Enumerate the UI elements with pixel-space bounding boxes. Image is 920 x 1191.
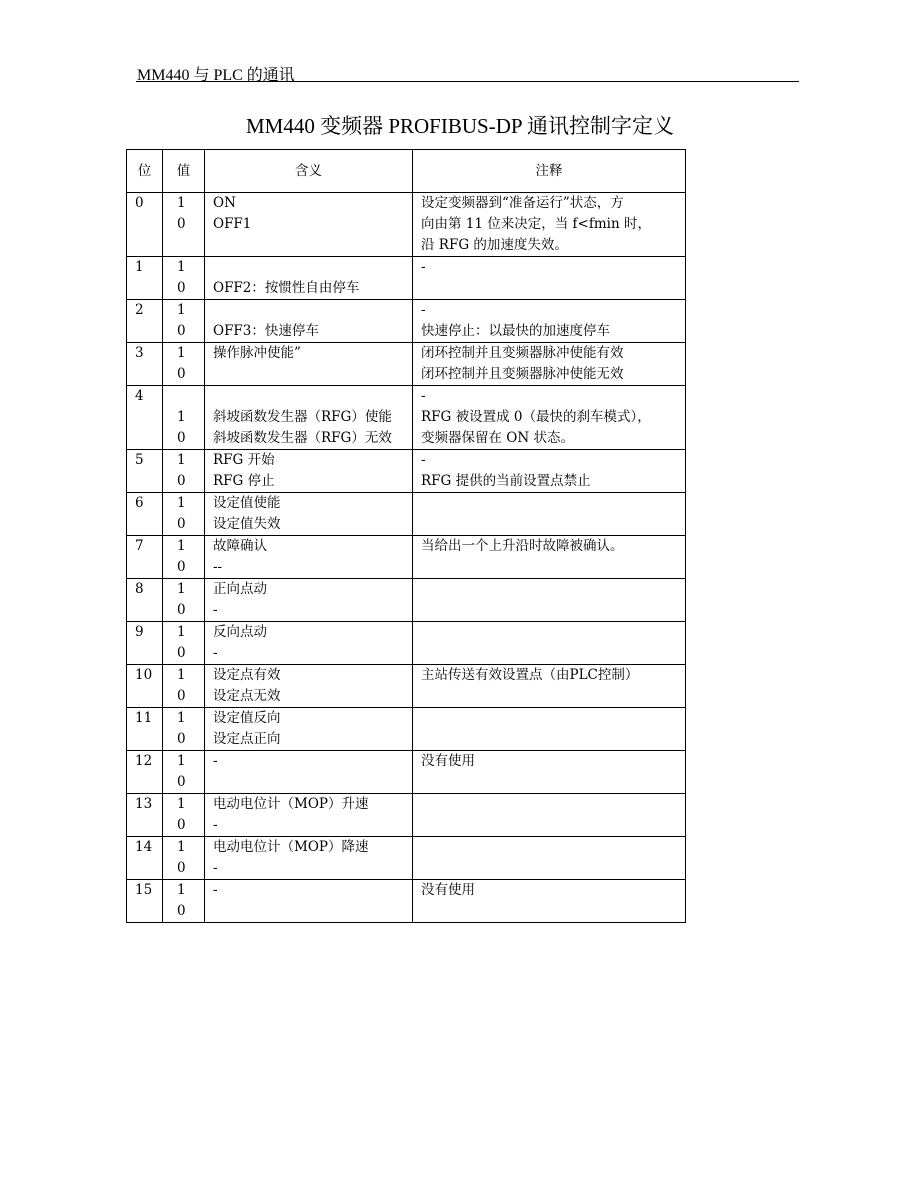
meaning-cell xyxy=(205,794,413,837)
value-line: 0 xyxy=(177,559,186,575)
meaning-line: - xyxy=(213,860,218,876)
note-line: - xyxy=(421,302,426,318)
table-row xyxy=(127,343,686,386)
note-line: - xyxy=(421,452,426,468)
meaning-cell xyxy=(205,622,413,665)
table-row xyxy=(127,665,686,708)
meaning-line: OFF3：快速停车 xyxy=(213,323,319,339)
note-line xyxy=(421,794,685,815)
meaning-cell xyxy=(205,343,413,386)
value-line: 1 xyxy=(177,259,186,275)
value-cell xyxy=(163,579,205,622)
document-title: MM440 变频器 PROFIBUS-DP 通讯控制字定义 xyxy=(245,114,675,138)
meaning-cell xyxy=(205,708,413,751)
header-rule xyxy=(136,81,799,82)
note-line: 快速停止：以最快的加速度停车 xyxy=(421,323,610,339)
meaning-cell xyxy=(205,386,413,450)
note-cell xyxy=(413,622,686,665)
note-cell xyxy=(413,450,686,493)
meaning-line: OFF2：按惯性自由停车 xyxy=(213,280,360,296)
note-cell xyxy=(413,880,686,923)
bit-number: 14 xyxy=(135,839,153,855)
bit-number: 15 xyxy=(135,882,153,898)
value-line: 1 xyxy=(177,538,186,554)
bit-number: 10 xyxy=(135,667,153,683)
value-cell xyxy=(163,708,205,751)
bit-cell xyxy=(127,193,163,257)
value-line: 1 xyxy=(177,345,186,361)
value-cell xyxy=(163,257,205,300)
note-line: - xyxy=(421,388,426,404)
bit-number: 6 xyxy=(135,495,144,511)
meaning-cell xyxy=(205,751,413,794)
bit-number: 1 xyxy=(135,259,144,275)
note-line xyxy=(421,686,685,707)
meaning-line xyxy=(213,300,412,321)
note-line xyxy=(421,858,685,879)
note-line: 变频器保留在 ON 状态。 xyxy=(421,430,574,446)
meaning-line: ON xyxy=(213,195,236,211)
table-row xyxy=(127,579,686,622)
value-line: 1 xyxy=(177,409,186,425)
note-line: 闭环控制并且变频器脉冲使能无效 xyxy=(421,366,624,382)
note-line: 向由第 11 位来决定，当 f<fmin 时， xyxy=(421,216,651,232)
meaning-line: 斜坡函数发生器（RFG）使能 xyxy=(213,409,392,425)
meaning-line: 故障确认 xyxy=(213,538,267,554)
value-line: 0 xyxy=(177,688,186,704)
value-cell xyxy=(163,622,205,665)
column-header-value: 值 xyxy=(163,150,205,193)
bit-cell xyxy=(127,536,163,579)
note-line: 没有使用 xyxy=(421,753,475,769)
note-line xyxy=(421,901,685,922)
bit-number: 2 xyxy=(135,302,144,318)
note-line xyxy=(421,557,685,578)
value-line: 1 xyxy=(177,495,186,511)
meaning-line: -- xyxy=(213,559,223,575)
value-cell xyxy=(163,450,205,493)
value-line: 1 xyxy=(177,753,186,769)
note-line: RFG 提供的当前设置点禁止 xyxy=(421,473,591,489)
meaning-line: 斜坡函数发生器（RFG）无效 xyxy=(213,430,392,446)
note-line xyxy=(421,729,685,750)
value-line: 0 xyxy=(177,731,186,747)
meaning-line xyxy=(213,772,412,793)
bit-number: 5 xyxy=(135,452,144,468)
bit-cell xyxy=(127,665,163,708)
control-word-table xyxy=(126,149,686,923)
value-line: 0 xyxy=(177,817,186,833)
value-line: 0 xyxy=(177,216,186,232)
value-cell xyxy=(163,880,205,923)
bit-cell xyxy=(127,579,163,622)
note-cell xyxy=(413,536,686,579)
note-line xyxy=(421,600,685,621)
meaning-line: - xyxy=(213,753,218,769)
bit-cell xyxy=(127,343,163,386)
value-line: 1 xyxy=(177,796,186,812)
bit-cell xyxy=(127,837,163,880)
column-header-bit: 位 xyxy=(127,150,163,193)
note-line xyxy=(421,278,685,299)
bit-number: 11 xyxy=(135,710,153,726)
note-cell xyxy=(413,193,686,257)
value-cell xyxy=(163,751,205,794)
value-line: 0 xyxy=(177,280,186,296)
meaning-cell xyxy=(205,193,413,257)
value-line: 1 xyxy=(177,710,186,726)
bit-cell xyxy=(127,450,163,493)
meaning-cell xyxy=(205,300,413,343)
note-line: 沿 RFG 的加速度失效。 xyxy=(421,237,568,253)
meaning-cell xyxy=(205,536,413,579)
value-line: 0 xyxy=(177,366,186,382)
note-line xyxy=(421,708,685,729)
value-line: 1 xyxy=(177,581,186,597)
meaning-line: 设定点无效 xyxy=(213,688,281,704)
note-line: - xyxy=(421,259,426,275)
bit-cell xyxy=(127,300,163,343)
note-line: 设定变频器到“准备运行”状态，方 xyxy=(421,195,624,211)
value-line: 0 xyxy=(177,516,186,532)
value-line: 1 xyxy=(177,882,186,898)
value-line: 1 xyxy=(177,839,186,855)
meaning-line: - xyxy=(213,817,218,833)
note-line: 闭环控制并且变频器脉冲使能有效 xyxy=(421,345,624,361)
note-cell xyxy=(413,665,686,708)
value-line: 1 xyxy=(177,624,186,640)
meaning-line xyxy=(213,235,412,256)
table-row xyxy=(127,837,686,880)
value-line xyxy=(177,386,204,407)
bit-cell xyxy=(127,751,163,794)
meaning-line xyxy=(213,386,412,407)
meaning-cell xyxy=(205,665,413,708)
meaning-line: 操作脉冲使能” xyxy=(213,345,301,361)
value-cell xyxy=(163,386,205,450)
meaning-line xyxy=(213,257,412,278)
table-row xyxy=(127,794,686,837)
meaning-line: 设定值失效 xyxy=(213,516,281,532)
table-row xyxy=(127,450,686,493)
value-line: 0 xyxy=(177,430,186,446)
meaning-cell xyxy=(205,493,413,536)
note-line: 当给出一个上升沿时故障被确认。 xyxy=(421,538,624,554)
column-header-note: 注释 xyxy=(413,150,686,193)
note-cell xyxy=(413,794,686,837)
table-header-row xyxy=(127,150,686,193)
meaning-line: 正向点动 xyxy=(213,581,267,597)
column-header-meaning: 含义 xyxy=(205,150,413,193)
value-cell xyxy=(163,665,205,708)
table-row xyxy=(127,708,686,751)
value-cell xyxy=(163,794,205,837)
bit-number: 8 xyxy=(135,581,144,597)
meaning-line: - xyxy=(213,882,218,898)
note-line xyxy=(421,622,685,643)
bit-number: 9 xyxy=(135,624,144,640)
value-line: 0 xyxy=(177,774,186,790)
bit-cell xyxy=(127,708,163,751)
value-cell xyxy=(163,536,205,579)
note-line: RFG 被设置成 0（最快的刹车模式）， xyxy=(421,409,651,425)
bit-number: 3 xyxy=(135,345,144,361)
meaning-line: 电动电位计（MOP）升速 xyxy=(213,796,369,812)
bit-cell xyxy=(127,794,163,837)
meaning-line xyxy=(213,364,412,385)
note-line: 没有使用 xyxy=(421,882,475,898)
table-row xyxy=(127,536,686,579)
meaning-cell xyxy=(205,837,413,880)
value-line: 0 xyxy=(177,602,186,618)
bit-number: 0 xyxy=(135,195,144,211)
table-row xyxy=(127,751,686,794)
note-cell xyxy=(413,579,686,622)
value-line: 1 xyxy=(177,452,186,468)
note-line xyxy=(421,514,685,535)
value-line: 0 xyxy=(177,860,186,876)
note-cell xyxy=(413,751,686,794)
meaning-line: 设定点正向 xyxy=(213,731,281,747)
bit-number: 7 xyxy=(135,538,144,554)
note-line xyxy=(421,772,685,793)
table-row xyxy=(127,493,686,536)
note-cell xyxy=(413,343,686,386)
note-line: 主站传送有效设置点（由PLC控制） xyxy=(421,667,639,683)
value-line: 1 xyxy=(177,667,186,683)
value-line: 0 xyxy=(177,903,186,919)
bit-cell xyxy=(127,386,163,450)
note-cell xyxy=(413,837,686,880)
note-cell xyxy=(413,386,686,450)
note-cell xyxy=(413,493,686,536)
meaning-cell xyxy=(205,579,413,622)
note-cell xyxy=(413,708,686,751)
value-cell xyxy=(163,300,205,343)
note-line xyxy=(421,643,685,664)
note-cell xyxy=(413,257,686,300)
meaning-line: 反向点动 xyxy=(213,624,267,640)
value-line: 0 xyxy=(177,473,186,489)
meaning-cell xyxy=(205,450,413,493)
meaning-line xyxy=(213,901,412,922)
bit-cell xyxy=(127,257,163,300)
table-row xyxy=(127,300,686,343)
value-line: 1 xyxy=(177,302,186,318)
table-row xyxy=(127,622,686,665)
table-row xyxy=(127,386,686,450)
meaning-line: 电动电位计（MOP）降速 xyxy=(213,839,369,855)
meaning-cell xyxy=(205,880,413,923)
meaning-line: 设定点有效 xyxy=(213,667,281,683)
value-line xyxy=(177,235,204,256)
bit-number: 12 xyxy=(135,753,153,769)
value-cell xyxy=(163,493,205,536)
bit-cell xyxy=(127,493,163,536)
value-cell xyxy=(163,193,205,257)
meaning-line: RFG 停止 xyxy=(213,473,275,489)
value-cell xyxy=(163,837,205,880)
meaning-line: RFG 开始 xyxy=(213,452,275,468)
bit-number: 13 xyxy=(135,796,153,812)
meaning-line: - xyxy=(213,602,218,618)
meaning-line: - xyxy=(213,645,218,661)
meaning-cell xyxy=(205,257,413,300)
note-line xyxy=(421,815,685,836)
note-line xyxy=(421,837,685,858)
note-line xyxy=(421,579,685,600)
bit-number: 4 xyxy=(135,388,144,404)
value-cell xyxy=(163,343,205,386)
table-row xyxy=(127,193,686,257)
meaning-line: OFF1 xyxy=(213,216,252,232)
meaning-line: 设定值反向 xyxy=(213,710,281,726)
note-cell xyxy=(413,300,686,343)
table-row xyxy=(127,257,686,300)
meaning-line: 设定值使能 xyxy=(213,495,281,511)
value-line: 0 xyxy=(177,323,186,339)
running-header: MM440 与 PLC 的通讯 xyxy=(137,67,295,84)
value-line: 1 xyxy=(177,195,186,211)
bit-cell xyxy=(127,622,163,665)
table-row xyxy=(127,880,686,923)
value-line: 0 xyxy=(177,645,186,661)
bit-cell xyxy=(127,880,163,923)
note-line xyxy=(421,493,685,514)
